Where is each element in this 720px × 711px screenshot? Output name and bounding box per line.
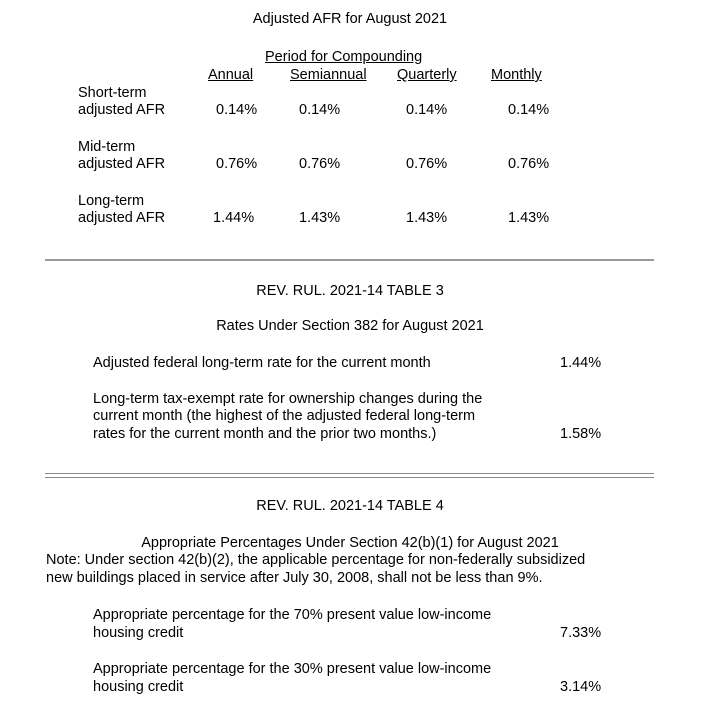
table3-heading: REV. RUL. 2021-14 TABLE 3 [256, 283, 444, 299]
table4-item-text-line2: housing credit [93, 625, 184, 641]
section-divider [45, 259, 654, 261]
table3-item-text: Adjusted federal long-term rate for the current month [93, 355, 431, 371]
row-label-line1: Short-term [78, 85, 147, 101]
table4-item-text-line1: Appropriate percentage for the 70% present value low-income [93, 607, 492, 623]
cell-value: 0.76% [216, 156, 258, 172]
cell-value: 1.43% [299, 210, 341, 226]
col-annual: Annual [208, 67, 254, 83]
table3-item-text-line2: current month (the highest of the adjusted federal long-term [93, 408, 476, 424]
table4-item-text-line2: housing credit [93, 679, 184, 695]
table4-note-line1: Note: Under section 42(b)(2), the applicable percentage for non-federally subsidized [46, 552, 586, 568]
cell-value: 0.76% [299, 156, 341, 172]
cell-value: 0.76% [406, 156, 448, 172]
cell-value: 1.43% [508, 210, 550, 226]
period-header: Period for Compounding [265, 49, 423, 65]
table4-subheading: Appropriate Percentages Under Section 42(b)(1) for August 2021 [141, 535, 559, 551]
cell-value: 0.14% [299, 102, 341, 118]
col-monthly: Monthly [491, 67, 542, 83]
cell-value: 0.14% [508, 102, 550, 118]
table4-note-line2: new buildings placed in service after July 30, 2008, shall not be less than 9%. [46, 570, 543, 586]
cell-value: 0.76% [508, 156, 550, 172]
afr-title: Adjusted AFR for August 2021 [252, 11, 448, 27]
table3-subheading: Rates Under Section 382 for August 2021 [216, 318, 484, 334]
table3-item-text-line3: rates for the current month and the prior two months.) [93, 426, 437, 442]
cell-value: 0.14% [216, 102, 258, 118]
table4-item-text-line1: Appropriate percentage for the 30% present value low-income [93, 661, 492, 677]
cell-value: 1.44% [213, 210, 255, 226]
table3-item-value: 1.58% [560, 426, 602, 442]
table4-item-value: 7.33% [560, 625, 602, 641]
table4-item-value: 3.14% [560, 679, 602, 695]
table3-item-value: 1.44% [560, 355, 602, 371]
cell-value: 0.14% [406, 102, 448, 118]
row-label-line2: adjusted AFR [78, 210, 166, 226]
col-semiannual: Semiannual [290, 67, 367, 83]
row-label-line1: Long-term [78, 193, 145, 209]
row-label-line2: adjusted AFR [78, 102, 166, 118]
row-label-line1: Mid-term [78, 139, 136, 155]
section-divider [45, 473, 654, 478]
col-quarterly: Quarterly [397, 67, 457, 83]
table3-item-text-line1: Long-term tax-exempt rate for ownership changes during the [93, 391, 483, 407]
cell-value: 1.43% [406, 210, 448, 226]
table4-heading: REV. RUL. 2021-14 TABLE 4 [256, 498, 444, 514]
row-label-line2: adjusted AFR [78, 156, 166, 172]
